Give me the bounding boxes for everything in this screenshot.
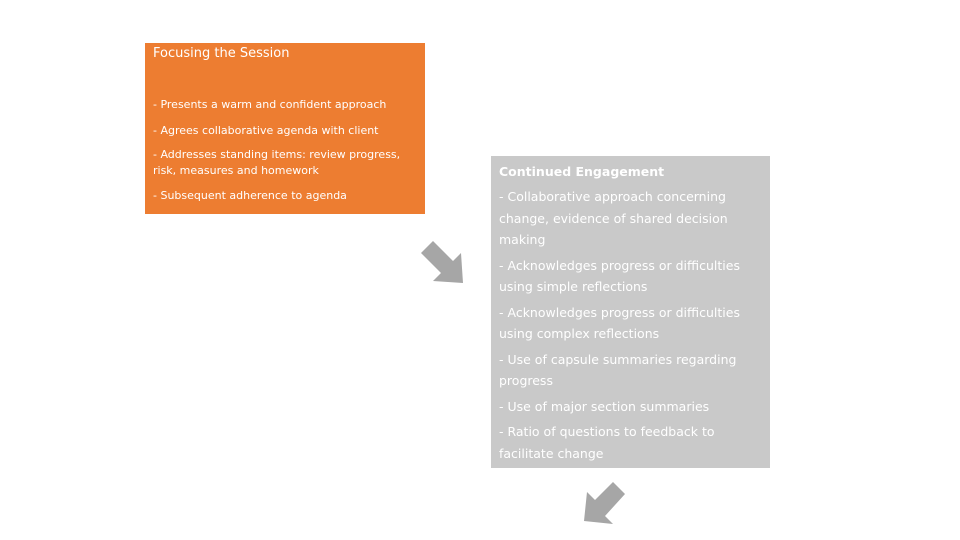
focusing-item-1: - Presents a warm and confident approach <box>153 98 387 111</box>
engagement-title: Continued Engagement <box>499 164 665 179</box>
engagement-item-6: - Ratio of questions to feedback to facilitate change <box>499 424 715 461</box>
focusing-the-session-box <box>145 43 425 214</box>
engagement-item-5: - Use of major section summaries <box>499 398 710 414</box>
engagement-item-1: - Collaborative approach concerning change, evidence of shared decision making <box>499 189 728 247</box>
focusing-item-3: - Addresses standing items: review progress, risk, measures and homework <box>153 148 401 177</box>
arrow-down-right-icon <box>412 232 472 292</box>
focusing-title: Focusing the Session <box>153 46 290 61</box>
engagement-item-2: - Acknowledges progress or difficulties using simple reflections <box>499 257 740 294</box>
focusing-item-2: - Agrees collaborative agenda with client <box>153 124 379 137</box>
continued-engagement-box <box>491 156 770 468</box>
arrow-down-left-icon <box>574 476 634 530</box>
engagement-item-4: - Use of capsule summaries regarding progress <box>499 351 737 388</box>
focusing-item-4: - Subsequent adherence to agenda <box>153 189 347 202</box>
engagement-item-3: - Acknowledges progress or difficulties using complex reflections <box>499 304 740 341</box>
